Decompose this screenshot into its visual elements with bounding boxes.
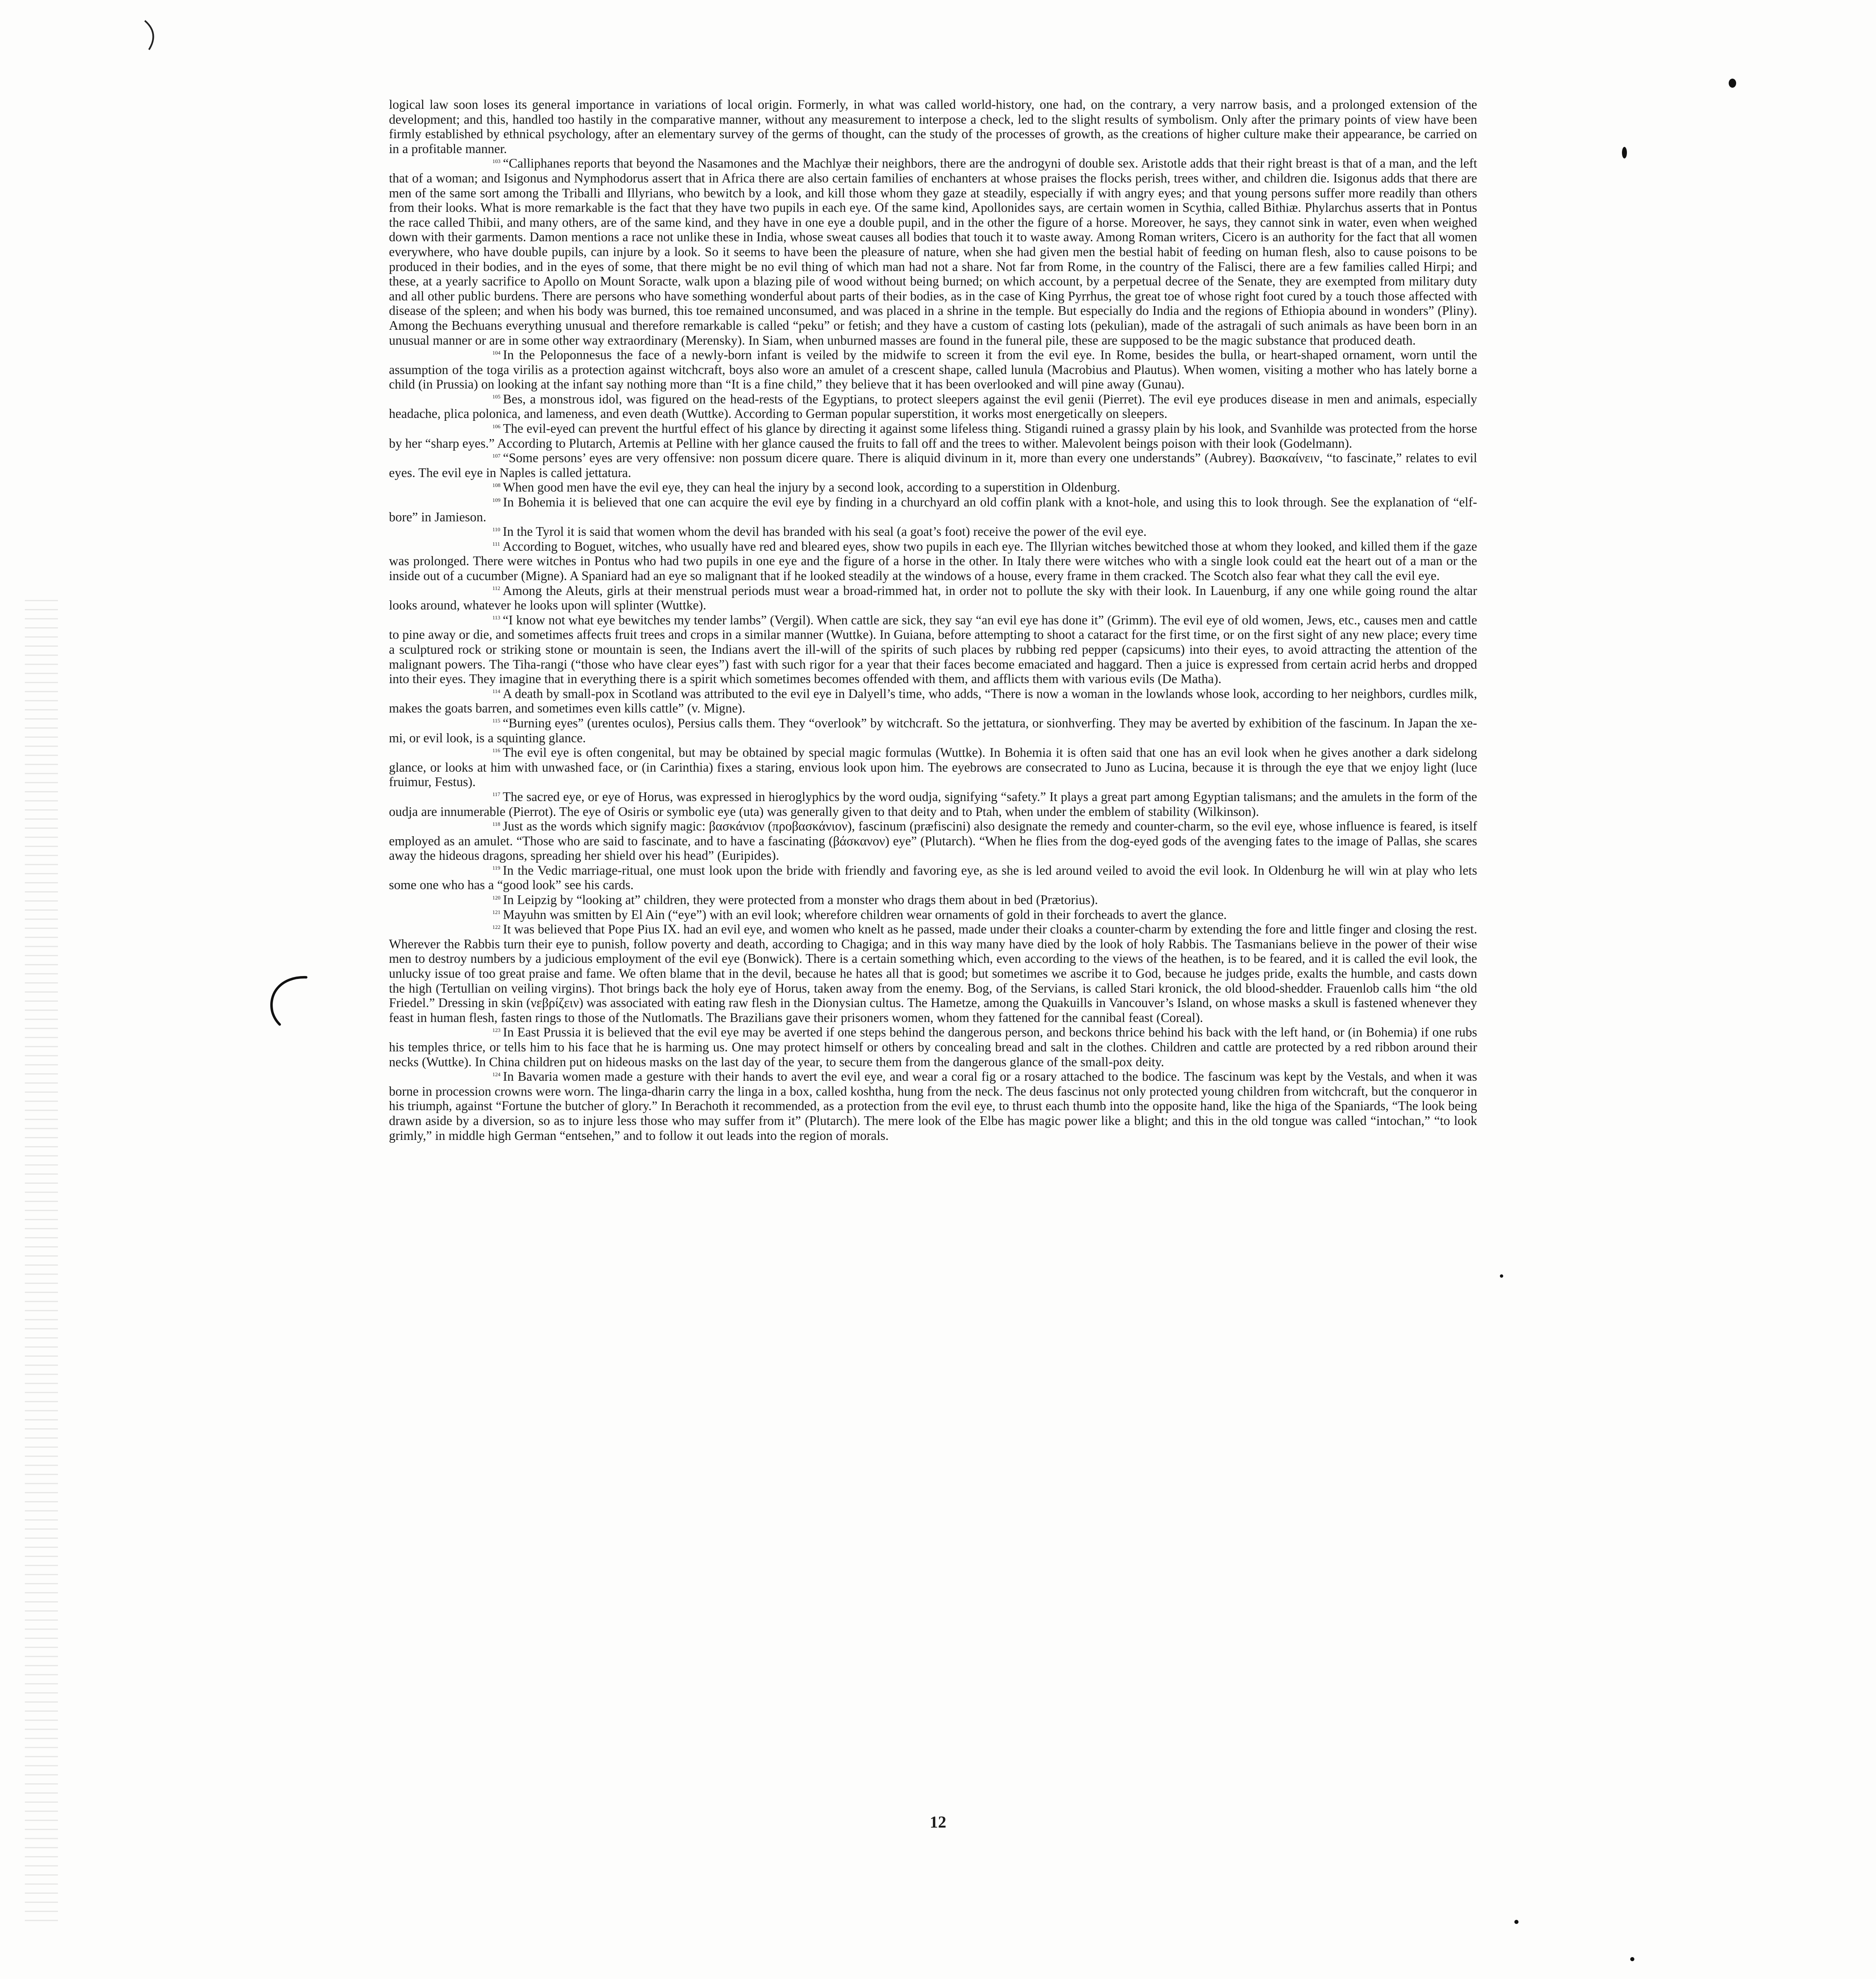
- footnote-123: [389, 1025, 1477, 1069]
- footnote-number: 103: [492, 158, 501, 164]
- footnote-text: “Some persons’ eyes are very offensive: non possum dicere quare. There is aliquid divinum in it, more than every one understands” (Aubrey). Βασκαίνειν, “to fascinate,” relates to evil eyes. The evil eye in Naples is called jettatura.: [389, 451, 1477, 480]
- footnote-number: 120: [492, 894, 501, 901]
- footnote-text: According to Boguet, witches, who usually have red and bleared eyes, show two pupils in each eye. The Illyrian witches bewitched those at whom they looked, and killed them if the gaze was prolonged. There were witches in Pontus who had two pupils in one eye and the figure of a horse in the other. In Italy there were witches who with a single look could eat the heart out of a man or the inside out of a cucumber (Migne). A Spaniard had an eye so malignant that if he looked steadily at the windows of a house, every frame in them cracked. The Scotch also fear what they call the evil eye.: [389, 539, 1477, 583]
- footnote-text: In Leipzig by “looking at” children, they were protected from a monster who drags them about in bed (Prætorius).: [503, 892, 1098, 907]
- footnote-number: 121: [492, 909, 501, 916]
- footnote-text: Bes, a monstrous idol, was figured on the head-rests of the Egyptians, to protect sleepers against the evil genii (Pierret). The evil eye produces disease in men and animals, especially headache, plica polonica, and lameness, and even death (Wuttke). According to German popular superstition, it works most energetically on sleepers.: [389, 391, 1477, 421]
- footnote-120: [389, 892, 1477, 907]
- page-number: 12: [930, 1813, 946, 1831]
- footnote-number: 107: [492, 452, 501, 459]
- footnote-number: 122: [492, 924, 501, 930]
- speck-mark: [1729, 79, 1736, 88]
- footnote-number: 124: [492, 1071, 501, 1077]
- footnote-number: 114: [492, 688, 501, 695]
- footnote-text: Just as the words which signify magic: βασκάνιον (προβασκάνιον), fascinum (præfiscini) also designate the remedy and counter-charm, so the evil eye, whose influence is feared, is itself employed as an amulet. “Those who are said to fascinate, and to have a fascinating (βάσκανον) eye” (Plutarch). “When he flies from the dog-eyed gods of the avenging fates to the image of Pallas, she scares away the hideous dragons, spreading her shield over his head” (Euripides).: [389, 819, 1477, 863]
- footnote-number: 115: [492, 717, 501, 724]
- footnote-text: The sacred eye, or eye of Horus, was expressed in hieroglyphics by the word oudja, signifying “safety.” It plays a great part among Egyptian talismans; and the amulets in the form of the oudja are innumerable (Pierrot). The eye of Osiris or symbolic eye (uta) was generally given to that deity and to Ptah, when under the emblem of stability (Wilkinson).: [389, 789, 1477, 819]
- speck-mark: [1500, 1274, 1503, 1278]
- paragraph-continuation: [389, 97, 1477, 156]
- footnote-116: [389, 745, 1477, 789]
- footnote-number: 113: [492, 614, 501, 621]
- footnote-number: 117: [492, 791, 501, 798]
- footnote-text: Mayuhn was smitten by El Ain (“eye”) with an evil look; wherefore children wear ornaments of gold in their forcheads to avert the glance.: [503, 907, 1227, 922]
- footnote-text: “I know not what eye bewitches my tender lambs” (Vergil). When cattle are sick, they say “an evil eye has done it” (Grimm). The evil eye of old women, Jews, etc., causes men and cattle to pine away or die, and sometimes affects fruit trees and crops in a similar manner (Wuttke). In Guiana, before attempting to shoot a cataract for the first time, or on the first sight of any new place; every time a sculptured rock or striking stone or mountain is seen, the Indians avert the ill-will of the spirits of such places by rubbing red pepper (capsicums) into their eyes, to avoid attracting the attention of the malignant powers. The Tiha-rangi (“those who have clear eyes”) fast with such rigor for a year that their faces become emaciated and haggard. Then a juice is expressed from certain acrid herbs and dropped into their eyes. They imagine that in everything there is a spirit which sometimes becomes offended with them, and afflicts them with various evils (De Matha).: [389, 612, 1477, 686]
- footnote-107: [389, 451, 1477, 480]
- footnote-text: The evil-eyed can prevent the hurtful effect of his glance by directing it against some lifeless thing. Stigandi ruined a grassy plain by his look, and Svanhilde was protected from the horse by her “sharp eyes.” According to Plutarch, Artemis at Pelline with her glance caused the fruits to fall off and the trees to wither. Malevolent beings poison with their look (Godelmann).: [389, 421, 1477, 451]
- footnote-106: [389, 421, 1477, 451]
- footnote-text: “Calliphanes reports that beyond the Nasamones and the Machlyæ their neighbors, there are the androgyni of double sex. Aristotle adds that their right breast is that of a man, and the left that of a woman; and Isigonus and Nymphodorus assert that in Africa there are also certain families of enchanters at whose praises the flocks perish, trees wither, and children die. Isigonus adds that there are men of the same sort among the Triballi and Illyrians, who bewitch by a look, and kill those whom they gaze at steadily, especially if with angry eyes; and that young persons suffer more readily than others from their looks. What is more remarkable is the fact that they have two pupils in each eye. Of the same kind, Apollonides says, are certain women in Scythia, called Bithiæ. Phylarchus asserts that in Pontus the race called Thibii, and many others, are of the same kind, and they have in one eye a double pupil, and in the other the figure of a horse. Moreover, he says, they cannot sink in water, even when weighed down with their garments. Damon mentions a race not unlike these in India, whose sweat causes all bodies that touch it to waste away. Among Roman writers, Cicero is an authority for the fact that all women everywhere, who have double pupils, can injure by a look. So it seems to have been the pleasure of nature, when she had given men the bestial habit of feeding on human flesh, also to cause poisons to be produced in their bodies, and in the eyes of some, that there might be no evil thing of which man had not a share. Not far from Rome, in the country of the Falisci, there are a few families called Hirpi; and these, at a yearly sacrifice to Apollo on Mount Soracte, walk upon a blazing pile of wood without being burned; on which account, by a perpetual decree of the Senate, they are exempted from military duty and all other public burdens. There are persons who have something wonderful about parts of their bodies, as in the case of King Pyrrhus, the great toe of whose right foot cured by a touch those affected with disease of the spleen; and when his body was burned, this toe remained unconsumed, and was placed in a shrine in the temple. But especially do India and the regions of Ethiopia abound in wonders” (Pliny). Among the Bechuans everything unusual and therefore remarkable is called “peku” or fetish; and they have a custom of casting lots (pekulian), made of the astragali of such animals as have been born in an unusual manner or are in some other way extraordinary (Merensky). In Siam, when unburned masses are found in the funeral pile, these are supposed to be the magic substance that produced death.: [389, 156, 1477, 348]
- footnote-number: 118: [492, 820, 501, 827]
- footnote-text: In East Prussia it is believed that the evil eye may be averted if one steps behind the dangerous person, and beckons thrice behind his back with the left hand, or (in Bohemia) if one rubs his temples thrice, or tells him to his face that he is harming us. One may protect himself or others by concealing bread and salt in the clothes. Children and cattle are protected by a red ribbon around their necks (Wuttke). In China children put on hideous masks on the last day of the year, to secure them from the dangerous glance of the small-pox deity.: [389, 1025, 1477, 1069]
- footnote-118: [389, 819, 1477, 863]
- footnote-text: The evil eye is often congenital, but may be obtained by special magic formulas (Wuttke). In Bohemia it is often said that one has an evil look when he gives another a dark sidelong glance, or looks at him with unwashed face, or (in Carinthia) fixes a staring, envious look upon him. The eyebrows are consecrated to Juno as Lucina, because it is through the eye that we enjoy light (luce fruimur, Festus).: [389, 745, 1477, 789]
- footnote-115: [389, 716, 1477, 745]
- speck-mark: [1622, 147, 1627, 158]
- footnote-104: [389, 348, 1477, 392]
- footnote-text: In the Tyrol it is said that women whom the devil has branded with his seal (a goat’s foot) receive the power of the evil eye.: [503, 524, 1147, 539]
- footnote-121: [389, 907, 1477, 922]
- footnote-number: 116: [492, 747, 501, 753]
- footnote-114: [389, 686, 1477, 716]
- footnote-text: In Bavaria women made a gesture with their hands to avert the evil eye, and wear a coral fig or a rosary attached to the bodice. The fascinum was kept by the Vestals, and when it was borne in procession crowns were worn. The linga-dharin carry the linga in a box, called koshtha, hung from the neck. The deus fascinus not only protected young children from witchcraft, but the conqueror in his triumph, against “Fortune the butcher of glory.” In Berachoth it recommended, as a protection from the evil eye, to thrust each thumb into the opposite hand, like the higa of the Spaniards, “The look being drawn aside by a diversion, so as to injure less those who may suffer from it” (Plutarch). The mere look of the Elbe has magic power like a blight; and this in the old tongue was called “intochan,” “to look grimly,” in middle high German “entsehen,” and to follow it out leads into the region of morals.: [389, 1069, 1477, 1143]
- footnote-text: When good men have the evil eye, they can heal the injury by a second look, according to a superstition in Oldenburg.: [503, 480, 1120, 495]
- footnote-124: [389, 1069, 1477, 1143]
- speck-mark: [1630, 1957, 1634, 1961]
- margin-bracket-mark: [265, 972, 314, 1026]
- footnote-117: [389, 789, 1477, 819]
- footnote-110: [389, 524, 1477, 539]
- footnote-number: 111: [492, 541, 500, 547]
- footnote-text: In the Vedic marriage-ritual, one must look upon the bride with friendly and favoring eye, as she is led around veiled to avoid the evil look. In Oldenburg he will win at play who lets some one who has a “good look” see his cards.: [389, 863, 1477, 892]
- footnote-text: Among the Aleuts, girls at their menstrual periods must wear a broad-rimmed hat, in order not to pollute the sky with their look. In Lauenburg, if any one while going round the altar looks around, whatever he looks upon will splinter (Wuttke).: [389, 583, 1477, 613]
- footnote-number: 104: [492, 349, 501, 356]
- footnote-number: 105: [492, 393, 501, 400]
- footnote-text: In the Peloponnesus the face of a newly-born infant is veiled by the midwife to screen it from the evil eye. In Rome, besides the bulla, or heart-shaped ornament, worn until the assumption of the toga virilis as a protection against witchcraft, boys also wore an amulet of a crescent shape, called lunula (Macrobius and Plautus). When women, visiting a mother who has lately borne a child (in Prussia) on looking at the infant say nothing more than “It is a fine child,” they believe that it has been overlooked and will pine away (Gunau).: [389, 348, 1477, 392]
- footnote-number: 106: [492, 423, 501, 429]
- binding-edge-shadow: [25, 600, 58, 1924]
- footnote-103: [389, 156, 1477, 348]
- footnotes-body: [389, 97, 1477, 1143]
- footnote-number: 112: [492, 585, 501, 592]
- footnote-113: [389, 613, 1477, 686]
- footnote-119: [389, 863, 1477, 892]
- footnote-108: [389, 480, 1477, 495]
- footnote-number: 109: [492, 497, 501, 503]
- footnote-text: “Burning eyes” (urentes oculos), Persius calls them. They “overlook” by witchcraft. So the jettatura, or sionhverfing. They may be averted by exhibition of the fascinum. In Japan the xe-mi, or evil look, is a squinting glance.: [389, 715, 1477, 745]
- footnote-112: [389, 583, 1477, 613]
- speck-mark: [1514, 1920, 1519, 1924]
- stray-pen-mark: [141, 17, 166, 54]
- footnote-105: [389, 392, 1477, 421]
- footnote-111: [389, 539, 1477, 583]
- footnote-109: [389, 495, 1477, 524]
- footnote-number: 110: [492, 526, 501, 533]
- footnote-122: [389, 922, 1477, 1025]
- footnote-text: It was believed that Pope Pius IX. had an evil eye, and women who knelt as he passed, made under their cloaks a counter-charm by extending the fore and little finger and closing the rest. Wherever the Rabbis turn their eye to punish, follow poverty and death, according to Chagiga; and in this way many have died by the look of holy Rabbis. The Tasmanians believe in the power of their wise men to destroy numbers by a judicious employment of the evil eye (Bonwick). There is a certain something which, even according to the views of the heathen, is to be feared, and it is called the evil look, the unlucky issue of too great praise and fame. We often blame that in the devil, because he hates all that is good; but sometimes we ascribe it to God, because he judges pride, exalts the humble, and casts down the high (Tertullian on veiling virgins). Thot brings back the holy eye of Horus, taken away from the enemy. Bog, of the Servians, is called Stari kronick, the old blood-shedder. Frauenlob calls him “the old Friedel.” Dressing in skin (νεβρίζειν) was associated with eating raw flesh in the Dionysian cultus. The Hametze, among the Quakuills in Vancouver’s Island, on whose masks a skull is fastened whenever they feast in human flesh, fasten rings to those of the Nutlomatls. The Brazilians gave their prisoners women, whom they fattened for the cannibal feast (Coreal).: [389, 922, 1477, 1025]
- footnote-number: 119: [492, 865, 501, 871]
- footnote-text: In Bohemia it is believed that one can acquire the evil eye by finding in a churchyard an old coffin plank with a knot-hole, and using this to look through. See the explanation of “elf-bore” in Jamieson.: [389, 495, 1477, 524]
- paragraph-text: logical law soon loses its general importance in variations of local origin. Formerly, in what was called world-history, one had, on the contrary, a very narrow basis, and a prolonged extension of the development; and this, handled too hastily in the comparative manner, without any measurement to interpose a check, led to the slight results of symbolism. Only after the primary points of view have been firmly established by ethnical psychology, after an elementary survey of the germs of thought, can the study of the processes of growth, as the creations of higher culture make their appearance, be carried on in a profitable manner.: [389, 97, 1477, 156]
- footnote-number: 108: [492, 482, 501, 488]
- footnote-text: A death by small-pox in Scotland was attributed to the evil eye in Dalyell’s time, who adds, “There is now a woman in the lowlands whose look, according to her neighbors, curdles milk, makes the goats barren, and sometimes even kills cattle” (v. Migne).: [389, 686, 1477, 716]
- footnote-number: 123: [492, 1027, 501, 1033]
